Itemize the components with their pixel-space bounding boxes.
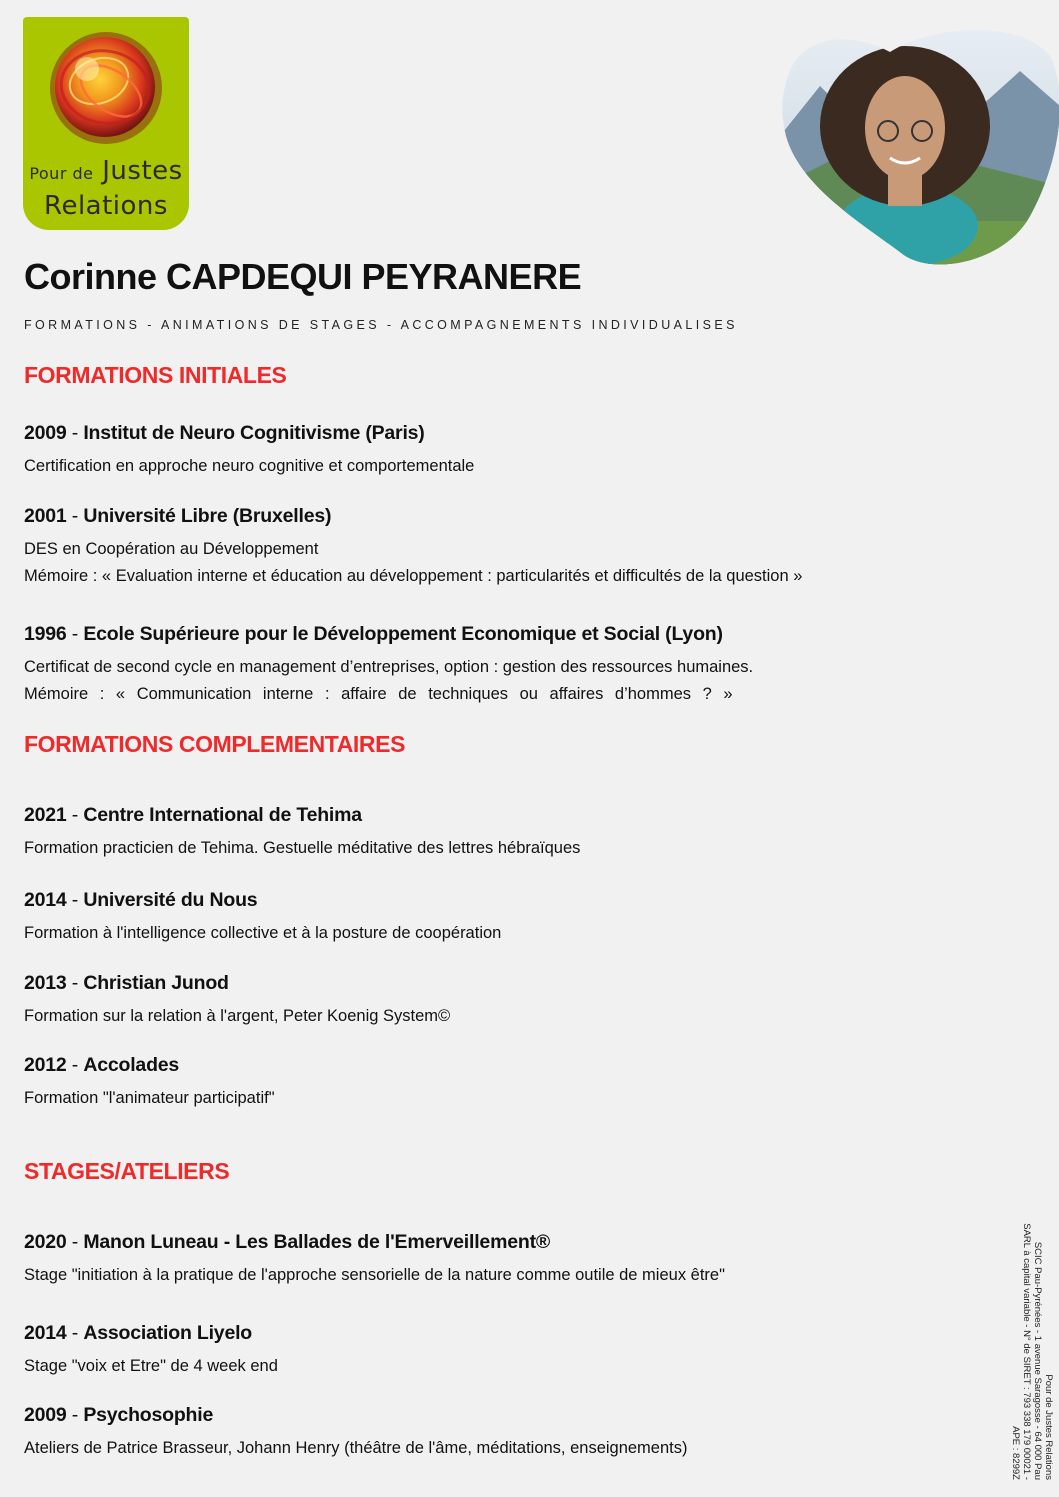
entry-line: Certification en approche neuro cognitive et comportementale: [24, 457, 475, 475]
entry-year: 2020: [24, 1231, 67, 1253]
entry-year: 2014: [24, 889, 67, 911]
legal-line: SCIC Pau-Pyrénées - 1 avenue Saragosse - 64 000 Pau: [1032, 1241, 1043, 1480]
entry-complementaire-2013: 2013 - Christian Junod Formation sur la relation à l'argent, Peter Koenig System©: [24, 972, 999, 1030]
logo-text-relations: Relations: [44, 191, 168, 221]
logo-text-justes: Justes: [102, 156, 183, 186]
entry-line: Formation practicien de Tehima. Gestuelle méditative des lettres hébraïques: [24, 839, 581, 857]
entry-org: Université Libre (Bruxelles): [83, 505, 332, 527]
entry-line: Formation sur la relation à l'argent, Peter Koenig System©: [24, 1007, 451, 1025]
section-title-complementaires: FORMATIONS COMPLEMENTAIRES: [24, 731, 406, 757]
entry-line: Stage "voix et Etre" de 4 week end: [24, 1357, 278, 1375]
entry-year: 2014: [24, 1322, 67, 1344]
legal-line: APE : 8299Z: [1010, 1426, 1021, 1480]
entry-stage-2009: 2009 - Psychosophie Ateliers de Patrice Brasseur, Johann Henry (théâtre de l'âme, méditations, enseignements): [24, 1404, 999, 1462]
entry-line: Formation à l'intelligence collective et à la posture de coopération: [24, 924, 502, 942]
entry-initiale-1996: 1996 - Ecole Supérieure pour le Développement Economique et Social (Lyon) Certificat de second cycle en management d’entreprises, option : gestion des ressources humaines. Mémoire : « Communication interne : affaire de techniques ou affaires d’hommes ? »: [24, 623, 999, 708]
entry-stage-2020: 2020 - Manon Luneau - Les Ballades de l'Emerveillement® Stage "initiation à la pratique de l'approche sensorielle de la nature comme outile de mieux être": [24, 1231, 999, 1289]
entry-org: Christian Junod: [83, 972, 229, 994]
entry-initiale-2009: 2009 - Institut de Neuro Cognitivisme (Paris) Certification en approche neuro cognitive et comportementale: [24, 422, 999, 480]
entry-org: Ecole Supérieure pour le Développement Economique et Social (Lyon): [83, 623, 723, 645]
entry-year: 2001: [24, 505, 67, 527]
entry-line: Certificat de second cycle en management d’entreprises, option : gestion des ressources humaines.: [24, 658, 754, 676]
tagline: FORMATIONS - ANIMATIONS DE STAGES - ACCOMPAGNEMENTS INDIVIDUALISES: [24, 318, 738, 332]
entry-org: Institut de Neuro Cognitivisme (Paris): [83, 422, 425, 444]
entry-org: Psychosophie: [83, 1404, 214, 1426]
entry-line: Mémoire : « Evaluation interne et éducation au développement : particularités et difficultés de la question »: [24, 567, 803, 585]
portrait-photo: [780, 16, 1059, 272]
logo-text-small: Pour de: [29, 164, 94, 183]
entry-org: Association Liyelo: [83, 1322, 253, 1344]
legal-line: Pour de Justes Relations: [1043, 1374, 1054, 1480]
entry-complementaire-2012: 2012 - Accolades Formation "l'animateur participatif": [24, 1054, 999, 1112]
entry-year: 1996: [24, 623, 67, 645]
entry-org: Université du Nous: [83, 889, 258, 911]
entry-line: Mémoire : « Communication interne : affaire de techniques ou affaires d’hommes ? »: [24, 685, 733, 703]
legal-info-vertical: [1008, 1210, 1058, 1480]
entry-year: 2021: [24, 804, 67, 826]
person-name: Corinne CAPDEQUI PEYRANERE: [24, 256, 582, 297]
legal-line: SARL à capital variable - N° de SIRET : 793 338 179 00021 -: [1021, 1223, 1032, 1480]
entry-year: 2009: [24, 1404, 67, 1426]
entry-line: Ateliers de Patrice Brasseur, Johann Henry (théâtre de l'âme, méditations, enseignements): [24, 1439, 688, 1457]
entry-org: Centre International de Tehima: [83, 804, 362, 826]
entry-org: Accolades: [83, 1054, 180, 1076]
entry-year: 2013: [24, 972, 67, 994]
section-title-initiales: FORMATIONS INITIALES: [24, 362, 287, 388]
entry-year: 2009: [24, 422, 67, 444]
logo-swirl-icon: [47, 29, 165, 147]
entry-org: Manon Luneau - Les Ballades de l'Emerveillement®: [83, 1231, 551, 1253]
entry-year: 2012: [24, 1054, 67, 1076]
entry-line: Stage "initiation à la pratique de l'approche sensorielle de la nature comme outile de mieux être": [24, 1266, 725, 1284]
entry-stage-2014: 2014 - Association Liyelo Stage "voix et Etre" de 4 week end: [24, 1322, 999, 1380]
entry-complementaire-2014: 2014 - Université du Nous Formation à l'intelligence collective et à la posture de coopération: [24, 889, 999, 947]
entry-line: DES en Coopération au Développement: [24, 540, 319, 558]
entry-initiale-2001: 2001 - Université Libre (Bruxelles) DES en Coopération au Développement Mémoire : « Evaluation interne et éducation au développement : particularités et difficultés de la question »: [24, 505, 999, 590]
logo: [23, 17, 189, 230]
entry-line: Formation "l'animateur participatif": [24, 1089, 275, 1107]
entry-complementaire-2021: 2021 - Centre International de Tehima Formation practicien de Tehima. Gestuelle méditative des lettres hébraïques: [24, 804, 999, 862]
section-title-stages: STAGES/ATELIERS: [24, 1158, 230, 1184]
